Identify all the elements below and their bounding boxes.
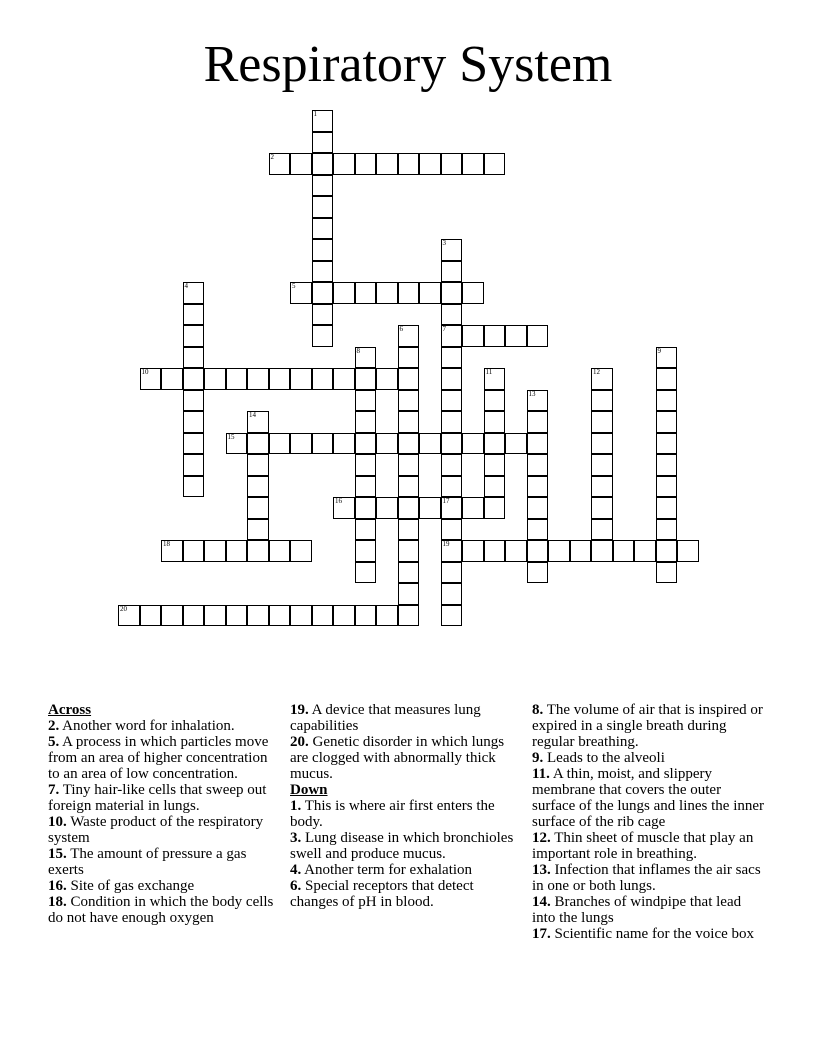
clue — [532, 830, 764, 862]
grid-cell[interactable] — [312, 110, 334, 132]
clue — [532, 750, 764, 766]
grid-cell[interactable] — [183, 433, 205, 455]
clue-number: 18 — [163, 540, 170, 548]
grid-cell[interactable] — [591, 390, 613, 412]
clue-column-2 — [290, 702, 522, 910]
grid-cell[interactable] — [677, 540, 699, 562]
clue-text: Thin sheet of muscle that play an important role in breathing. — [532, 830, 754, 862]
grid-cell[interactable] — [656, 562, 678, 584]
grid-cell[interactable] — [247, 454, 269, 476]
grid-cell[interactable] — [484, 368, 506, 390]
clue — [48, 878, 280, 894]
across-heading: Across — [48, 702, 92, 718]
grid-cell[interactable] — [419, 497, 441, 519]
grid-cell[interactable] — [398, 454, 420, 476]
grid-cell[interactable] — [548, 540, 570, 562]
grid-cell[interactable] — [312, 304, 334, 326]
clue — [48, 814, 280, 846]
clue-number-label: 7. — [48, 782, 60, 798]
grid-cell[interactable] — [376, 497, 398, 519]
grid-cell[interactable] — [140, 368, 162, 390]
grid-cell[interactable] — [376, 368, 398, 390]
grid-cell[interactable] — [462, 282, 484, 304]
grid-cell[interactable] — [183, 347, 205, 369]
clue-text: A thin, moist, and slippery membrane that covers the outer surface of the lungs and lines the inner surface of the rib cage — [532, 766, 765, 830]
grid-cell[interactable] — [312, 368, 334, 390]
grid-cell[interactable] — [204, 368, 226, 390]
grid-cell[interactable] — [462, 497, 484, 519]
grid-cell[interactable] — [355, 454, 377, 476]
grid-cell[interactable] — [183, 411, 205, 433]
clue-text: A device that measures lung capabilities — [290, 702, 481, 734]
clue — [532, 926, 764, 942]
grid-cell[interactable] — [656, 540, 678, 562]
grid-cell[interactable] — [527, 540, 549, 562]
grid-cell[interactable] — [419, 282, 441, 304]
grid-cell[interactable] — [484, 153, 506, 175]
grid-cell[interactable] — [312, 433, 334, 455]
grid-cell[interactable] — [398, 519, 420, 541]
grid-cell[interactable] — [333, 282, 355, 304]
clue-number: 11 — [485, 368, 493, 376]
grid-cell[interactable] — [398, 368, 420, 390]
grid-cell[interactable] — [183, 454, 205, 476]
clue-text: Scientific name for the voice box — [550, 926, 755, 942]
grid-cell[interactable] — [441, 454, 463, 476]
grid-cell[interactable] — [355, 562, 377, 584]
grid-cell[interactable] — [398, 476, 420, 498]
clue — [48, 846, 280, 878]
clue — [290, 862, 522, 878]
clue-number: 6 — [399, 325, 403, 333]
grid-cell[interactable] — [398, 562, 420, 584]
grid-cell[interactable] — [656, 497, 678, 519]
grid-cell[interactable] — [355, 433, 377, 455]
grid-cell[interactable] — [183, 368, 205, 390]
grid-cell[interactable] — [226, 433, 248, 455]
clue-number-label: 10. — [48, 814, 67, 830]
grid-cell[interactable] — [527, 390, 549, 412]
clue — [532, 702, 764, 750]
clue-text: Another term for exhalation — [301, 862, 473, 878]
clue-number: 19 — [442, 540, 450, 548]
clue-text: A process in which particles move from an area of higher concentration to an area of low concentration. — [48, 734, 269, 782]
grid-cell[interactable] — [484, 540, 506, 562]
clue-number: 2 — [270, 153, 274, 161]
grid-cell[interactable] — [247, 605, 269, 627]
clue — [290, 830, 522, 862]
grid-cell[interactable] — [204, 605, 226, 627]
grid-cell[interactable] — [419, 153, 441, 175]
grid-cell[interactable] — [591, 433, 613, 455]
clue-number-label: 15. — [48, 846, 67, 862]
clue-text: This is where air first enters the body. — [290, 798, 495, 830]
clue-text: Site of gas exchange — [66, 878, 195, 894]
grid-cell[interactable] — [419, 433, 441, 455]
grid-cell[interactable] — [312, 239, 334, 261]
grid-cell[interactable] — [505, 433, 527, 455]
grid-cell[interactable] — [226, 605, 248, 627]
grid-cell[interactable] — [312, 325, 334, 347]
grid-cell[interactable] — [634, 540, 656, 562]
grid-cell[interactable] — [398, 540, 420, 562]
grid-cell[interactable] — [656, 454, 678, 476]
clue-number: 17 — [442, 497, 450, 505]
grid-cell[interactable] — [312, 218, 334, 240]
grid-cell[interactable] — [226, 368, 248, 390]
grid-cell[interactable] — [290, 433, 312, 455]
grid-cell[interactable] — [333, 605, 355, 627]
grid-cell[interactable] — [527, 497, 549, 519]
clue-number-label: 4. — [290, 862, 302, 878]
grid-cell[interactable] — [355, 497, 377, 519]
clue — [48, 894, 280, 926]
grid-cell[interactable] — [312, 261, 334, 283]
grid-cell[interactable] — [441, 497, 463, 519]
grid-cell[interactable] — [355, 153, 377, 175]
grid-cell[interactable] — [441, 153, 463, 175]
clue — [532, 894, 764, 926]
clue — [290, 798, 522, 830]
clue-number-label: 19. — [290, 702, 309, 718]
grid-cell[interactable] — [441, 540, 463, 562]
grid-cell[interactable] — [441, 519, 463, 541]
grid-cell[interactable] — [355, 390, 377, 412]
grid-cell[interactable] — [527, 433, 549, 455]
grid-cell[interactable] — [355, 347, 377, 369]
grid-cell[interactable] — [484, 411, 506, 433]
grid-cell[interactable] — [656, 390, 678, 412]
grid-cell[interactable] — [247, 540, 269, 562]
grid-cell[interactable] — [290, 540, 312, 562]
grid-cell[interactable] — [484, 476, 506, 498]
grid-cell[interactable] — [441, 368, 463, 390]
clue-number: 12 — [593, 368, 600, 376]
grid-cell[interactable] — [247, 433, 269, 455]
grid-cell[interactable] — [462, 540, 484, 562]
grid-cell[interactable] — [333, 153, 355, 175]
clue-text: Condition in which the body cells do not have enough oxygen — [48, 894, 274, 926]
grid-cell[interactable] — [376, 433, 398, 455]
grid-cell[interactable] — [527, 325, 549, 347]
grid-cell[interactable] — [484, 390, 506, 412]
grid-cell[interactable] — [656, 368, 678, 390]
grid-cell[interactable] — [441, 411, 463, 433]
grid-cell[interactable] — [591, 411, 613, 433]
grid-cell[interactable] — [247, 411, 269, 433]
clue-text: The amount of pressure a gas exerts — [48, 846, 247, 878]
grid-cell[interactable] — [441, 347, 463, 369]
clue-number-label: 18. — [48, 894, 67, 910]
grid-cell[interactable] — [269, 605, 291, 627]
grid-cell[interactable] — [269, 540, 291, 562]
grid-cell[interactable] — [527, 476, 549, 498]
clue-number-label: 17. — [532, 926, 551, 942]
grid-cell[interactable] — [656, 476, 678, 498]
clue-text: Tiny hair-like cells that sweep out foreign material in lungs. — [48, 782, 267, 814]
grid-cell[interactable] — [183, 605, 205, 627]
grid-cell[interactable] — [441, 605, 463, 627]
clue-number: 20 — [120, 604, 127, 613]
grid-cell[interactable] — [333, 368, 355, 390]
clue-number-label: 14. — [532, 894, 551, 910]
grid-cell[interactable] — [591, 454, 613, 476]
grid-cell[interactable] — [398, 605, 420, 627]
grid-cell[interactable] — [290, 153, 312, 175]
grid-cell[interactable] — [441, 433, 463, 455]
grid-cell[interactable] — [656, 433, 678, 455]
grid-cell[interactable] — [355, 411, 377, 433]
grid-cell[interactable] — [290, 368, 312, 390]
grid-cell[interactable] — [247, 368, 269, 390]
grid-cell[interactable] — [398, 497, 420, 519]
grid-cell[interactable] — [462, 433, 484, 455]
clue-text: Waste product of the respiratory system — [48, 814, 264, 846]
page-title: Respiratory System — [203, 36, 613, 93]
grid-cell[interactable] — [441, 261, 463, 283]
clue-text: Another word for inhalation. — [59, 718, 235, 734]
grid-cell[interactable] — [204, 540, 226, 562]
grid-cell[interactable] — [183, 325, 205, 347]
grid-cell[interactable] — [527, 411, 549, 433]
grid-cell[interactable] — [118, 605, 140, 627]
clue — [290, 734, 522, 782]
grid-cell[interactable] — [484, 497, 506, 519]
grid-cell[interactable] — [355, 282, 377, 304]
grid-cell[interactable] — [441, 562, 463, 584]
grid-cell[interactable] — [462, 325, 484, 347]
grid-cell[interactable] — [355, 519, 377, 541]
grid-cell[interactable] — [269, 433, 291, 455]
grid-cell[interactable] — [398, 153, 420, 175]
clue — [48, 782, 280, 814]
grid-cell[interactable] — [247, 497, 269, 519]
grid-cell[interactable] — [161, 368, 183, 390]
grid-cell[interactable] — [441, 583, 463, 605]
clue-number: 3 — [442, 239, 446, 247]
clue-number-label: 8. — [532, 702, 544, 718]
grid-cell[interactable] — [441, 476, 463, 498]
down-heading: Down — [290, 782, 328, 798]
grid-cell[interactable] — [398, 583, 420, 605]
grid-cell[interactable] — [312, 175, 334, 197]
grid-cell[interactable] — [398, 411, 420, 433]
clue-number: 1 — [313, 110, 317, 118]
grid-cell[interactable] — [441, 325, 463, 347]
grid-cell[interactable] — [290, 282, 312, 304]
clue-text: Lung disease in which bronchioles swell and produce mucus. — [290, 830, 514, 862]
grid-cell[interactable] — [527, 454, 549, 476]
grid-cell[interactable] — [527, 519, 549, 541]
clue-number: 4 — [184, 282, 188, 290]
clue-number: 8 — [356, 346, 360, 355]
clue-text: Special receptors that detect changes of pH in blood. — [290, 878, 474, 910]
grid-cell[interactable] — [355, 605, 377, 627]
clue — [532, 766, 764, 830]
clue-number-label: 11. — [532, 766, 550, 782]
grid-cell[interactable] — [312, 196, 334, 218]
grid-cell[interactable] — [591, 540, 613, 562]
grid-cell[interactable] — [183, 304, 205, 326]
grid-cell[interactable] — [312, 282, 334, 304]
grid-cell[interactable] — [441, 239, 463, 261]
clue-number-label: 9. — [532, 750, 544, 766]
clue-number-label: 20. — [290, 734, 309, 750]
clue — [290, 878, 522, 910]
grid-cell[interactable] — [183, 476, 205, 498]
grid-cell[interactable] — [656, 411, 678, 433]
grid-cell[interactable] — [613, 540, 635, 562]
clue-number-label: 2. — [48, 718, 60, 734]
clue-column-1 — [48, 702, 280, 926]
grid-cell[interactable] — [484, 325, 506, 347]
grid-cell[interactable] — [527, 562, 549, 584]
grid-cell[interactable] — [247, 519, 269, 541]
clue-column-3 — [532, 702, 764, 942]
grid-cell[interactable] — [656, 347, 678, 369]
clue-number-label: 1. — [290, 798, 302, 814]
grid-cell[interactable] — [484, 433, 506, 455]
grid-cell[interactable] — [312, 132, 334, 154]
clue-number-label: 5. — [48, 734, 60, 750]
grid-cell[interactable] — [333, 497, 355, 519]
clue — [290, 702, 522, 734]
grid-cell[interactable] — [656, 519, 678, 541]
grid-cell[interactable] — [441, 304, 463, 326]
grid-cell[interactable] — [376, 153, 398, 175]
grid-cell[interactable] — [462, 153, 484, 175]
grid-cell[interactable] — [570, 540, 592, 562]
grid-cell[interactable] — [183, 282, 205, 304]
grid-cell[interactable] — [376, 605, 398, 627]
grid-cell[interactable] — [398, 282, 420, 304]
grid-cell[interactable] — [591, 519, 613, 541]
grid-cell[interactable] — [269, 153, 291, 175]
grid-cell[interactable] — [505, 325, 527, 347]
grid-cell[interactable] — [398, 347, 420, 369]
clue-number: 14 — [249, 411, 256, 419]
clue — [48, 734, 280, 782]
grid-cell[interactable] — [161, 540, 183, 562]
grid-cell[interactable] — [312, 605, 334, 627]
clue-number: 9 — [657, 346, 661, 355]
grid-cell[interactable] — [441, 390, 463, 412]
clue-number-label: 13. — [532, 862, 551, 878]
grid-cell[interactable] — [183, 390, 205, 412]
clue-text: Genetic disorder in which lungs are clogged with abnormally thick mucus. — [290, 734, 505, 782]
clue-number-label: 3. — [290, 830, 302, 846]
grid-cell[interactable] — [355, 368, 377, 390]
grid-cell[interactable] — [484, 454, 506, 476]
clue-number: 10 — [141, 368, 149, 376]
clue-text: Branches of windpipe that lead into the lungs — [532, 894, 742, 926]
clue — [48, 718, 280, 734]
clue-number: 13 — [528, 389, 536, 398]
grid-cell[interactable] — [505, 540, 527, 562]
clue-text: Leads to the alveoli — [543, 750, 665, 766]
grid-cell[interactable] — [398, 433, 420, 455]
grid-cell[interactable] — [591, 476, 613, 498]
clue-number: 5 — [292, 282, 296, 290]
grid-cell[interactable] — [376, 282, 398, 304]
clue-number-label: 6. — [290, 878, 302, 894]
clue-text: Infection that inflames the air sacs in one or both lungs. — [532, 862, 761, 894]
grid-cell[interactable] — [269, 368, 291, 390]
grid-cell[interactable] — [140, 605, 162, 627]
clue-number-label: 16. — [48, 878, 67, 894]
clue-number: 16 — [335, 497, 342, 505]
grid-cell[interactable] — [398, 390, 420, 412]
grid-cell[interactable] — [290, 605, 312, 627]
grid-cell[interactable] — [355, 540, 377, 562]
clue-number: 7 — [442, 325, 446, 333]
grid-cell[interactable] — [161, 605, 183, 627]
grid-cell[interactable] — [247, 476, 269, 498]
clue-text: The volume of air that is inspired or expired in a single breath during regular breathing. — [532, 702, 763, 750]
grid-cell[interactable] — [398, 325, 420, 347]
grid-cell[interactable] — [183, 540, 205, 562]
grid-cell[interactable] — [355, 476, 377, 498]
clue-number-label: 12. — [532, 830, 551, 846]
grid-cell[interactable] — [226, 540, 248, 562]
grid-cell[interactable] — [591, 368, 613, 390]
clue — [532, 862, 764, 894]
grid-cell[interactable] — [333, 433, 355, 455]
grid-cell[interactable] — [441, 282, 463, 304]
grid-cell[interactable] — [591, 497, 613, 519]
grid-cell[interactable] — [312, 153, 334, 175]
clue-number: 15 — [227, 432, 235, 441]
